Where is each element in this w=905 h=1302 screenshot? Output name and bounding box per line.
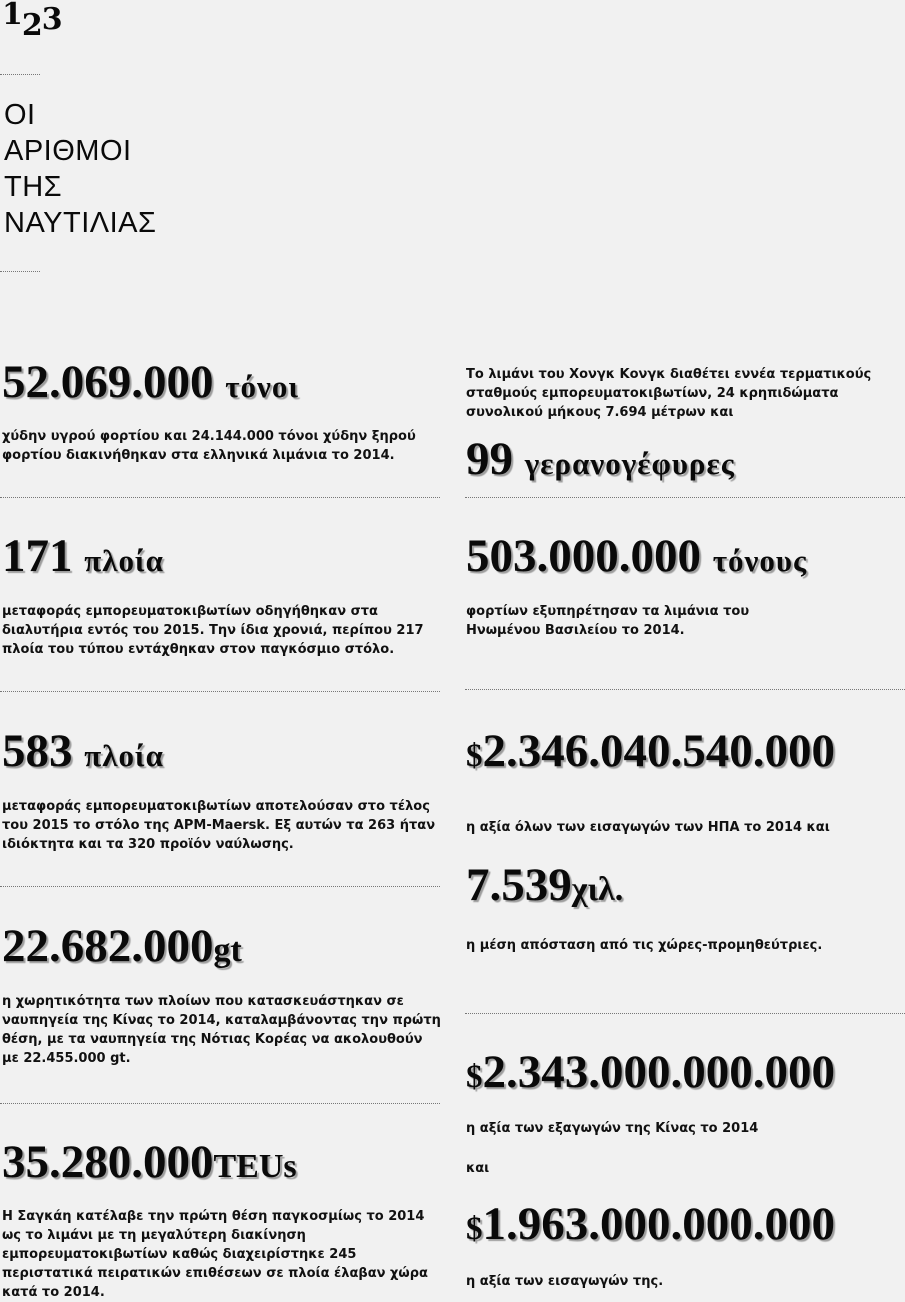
stat-number: 99 bbox=[466, 433, 513, 485]
stat-figure bbox=[2, 725, 164, 777]
stat-description: μεταφοράς εμπορευματοκιβωτίων αποτελούσαν στο τέλος του 2015 το στόλο της APM-Maersk. Εξ αυτών τα 263 ήταν ιδιόκτητα και τα 320 προϊόν ναύλωσης. bbox=[2, 799, 436, 852]
stat-figure bbox=[2, 356, 300, 408]
currency-symbol: $ bbox=[466, 1059, 483, 1095]
stat-unit: TEUs bbox=[213, 1148, 297, 1185]
stat-number: 171 bbox=[2, 530, 73, 582]
logo-digit-2: 2 bbox=[21, 8, 42, 43]
title-line: ΟΙ bbox=[4, 99, 36, 131]
stat-figure bbox=[466, 725, 835, 777]
stat-description: η αξία των εξαγωγών της Κίνας το 2014 bbox=[466, 1121, 759, 1136]
stat-number: 22.682.000 bbox=[2, 920, 214, 972]
stat-description: η αξία όλων των εισαγωγών των ΗΠΑ το 2014 και bbox=[466, 820, 830, 835]
stat-number: 583 bbox=[2, 725, 73, 777]
logo-digit-3: 3 bbox=[41, 2, 62, 37]
divider bbox=[0, 1103, 440, 1104]
page-title bbox=[4, 97, 156, 241]
divider bbox=[0, 74, 40, 75]
stat-figure bbox=[466, 1198, 835, 1250]
logo-digit-1: 1 bbox=[2, 0, 22, 32]
stat-number: 2.346.040.540.000 bbox=[482, 725, 835, 777]
divider bbox=[0, 691, 440, 692]
stat-unit: gt bbox=[213, 932, 242, 969]
stat-description: η μέση απόσταση από τις χώρες-προμηθεύτριες. bbox=[466, 938, 823, 953]
stat-unit: γερανογέφυρες bbox=[524, 446, 735, 481]
stat-figure bbox=[466, 859, 624, 911]
currency-symbol: $ bbox=[466, 738, 483, 774]
divider bbox=[465, 689, 905, 690]
stat-number: 52.069.000 bbox=[2, 356, 214, 408]
stat-unit: πλοία bbox=[84, 543, 164, 578]
stat-unit: πλοία bbox=[84, 738, 164, 773]
title-line: ΤΗΣ bbox=[4, 171, 63, 203]
divider bbox=[0, 886, 440, 887]
stat-unit: τόνοι bbox=[225, 369, 300, 404]
stat-unit: χιλ. bbox=[571, 871, 624, 908]
stat-figure bbox=[466, 530, 808, 582]
stat-description: χύδην υγρού φορτίου και 24.144.000 τόνοι χύδην ξηρού φορτίου διακινήθηκαν στα ελληνικά λιμάνια το 2014. bbox=[2, 429, 416, 463]
title-line: ΝΑΥΤΙΛΙΑΣ bbox=[4, 207, 157, 239]
stat-number: 1.963.000.000.000 bbox=[482, 1198, 835, 1250]
currency-symbol: $ bbox=[466, 1211, 483, 1247]
stat-description: μεταφοράς εμπορευματοκιβωτίων οδηγήθηκαν στα διαλυτήρια εντός του 2015. Την ίδια χρονιά, περίπου 217 πλοία του τύπου εντάχθηκαν στον παγκόσμιο στόλο. bbox=[2, 604, 424, 657]
stat-number: 35.280.000 bbox=[2, 1136, 214, 1188]
stat-figure bbox=[2, 920, 242, 972]
divider bbox=[465, 497, 905, 498]
stat-figure bbox=[2, 1136, 297, 1188]
stat-description: η χωρητικότητα των πλοίων που κατασκευάστηκαν σε ναυπηγεία της Κίνας το 2014, καταλαμβάνοντας την πρώτη θέση, με τα ναυπηγεία της Νότιας Κορέας να ακολουθούν με 22.455.000 gt. bbox=[2, 994, 441, 1066]
divider bbox=[465, 1013, 905, 1014]
stat-description: Η Σαγκάη κατέλαβε την πρώτη θέση παγκοσμίως το 2014 ως το λιμάνι με τη μεγαλύτερη διακίνηση εμπορευματοκιβωτίων καθώς διαχειρίστηκε 245 περιστατικά πειρατικών επιθέσεων σε πλοία έλαβαν χώρα κατά το 2014. bbox=[2, 1209, 428, 1300]
title-line: ΑΡΙΘΜΟΙ bbox=[4, 135, 132, 167]
stat-number: 2.343.000.000.000 bbox=[482, 1046, 835, 1098]
hk-intro: Το λιμάνι του Χονγκ Κονγκ διαθέτει εννέα τερματικούς σταθμούς εμπορευματοκιβωτίων, 24 κρηπιδώματα συνολικού μήκους 7.694 μέτρων και bbox=[466, 367, 872, 420]
stat-description: η αξία των εισαγωγών της. bbox=[466, 1274, 664, 1289]
logo-123 bbox=[2, 0, 62, 43]
divider bbox=[0, 497, 440, 498]
stat-figure bbox=[466, 1046, 835, 1098]
stat-unit: τόνους bbox=[712, 543, 808, 578]
stat-figure bbox=[466, 433, 735, 485]
stat-description: φορτίων εξυπηρέτησαν τα λιμάνια του Ηνωμένου Βασιλείου το 2014. bbox=[466, 604, 750, 638]
divider bbox=[0, 271, 40, 272]
stat-number: 7.539 bbox=[466, 859, 572, 911]
stat-number: 503.000.000 bbox=[466, 530, 701, 582]
and-text: και bbox=[466, 1161, 490, 1176]
stat-figure bbox=[2, 530, 164, 582]
